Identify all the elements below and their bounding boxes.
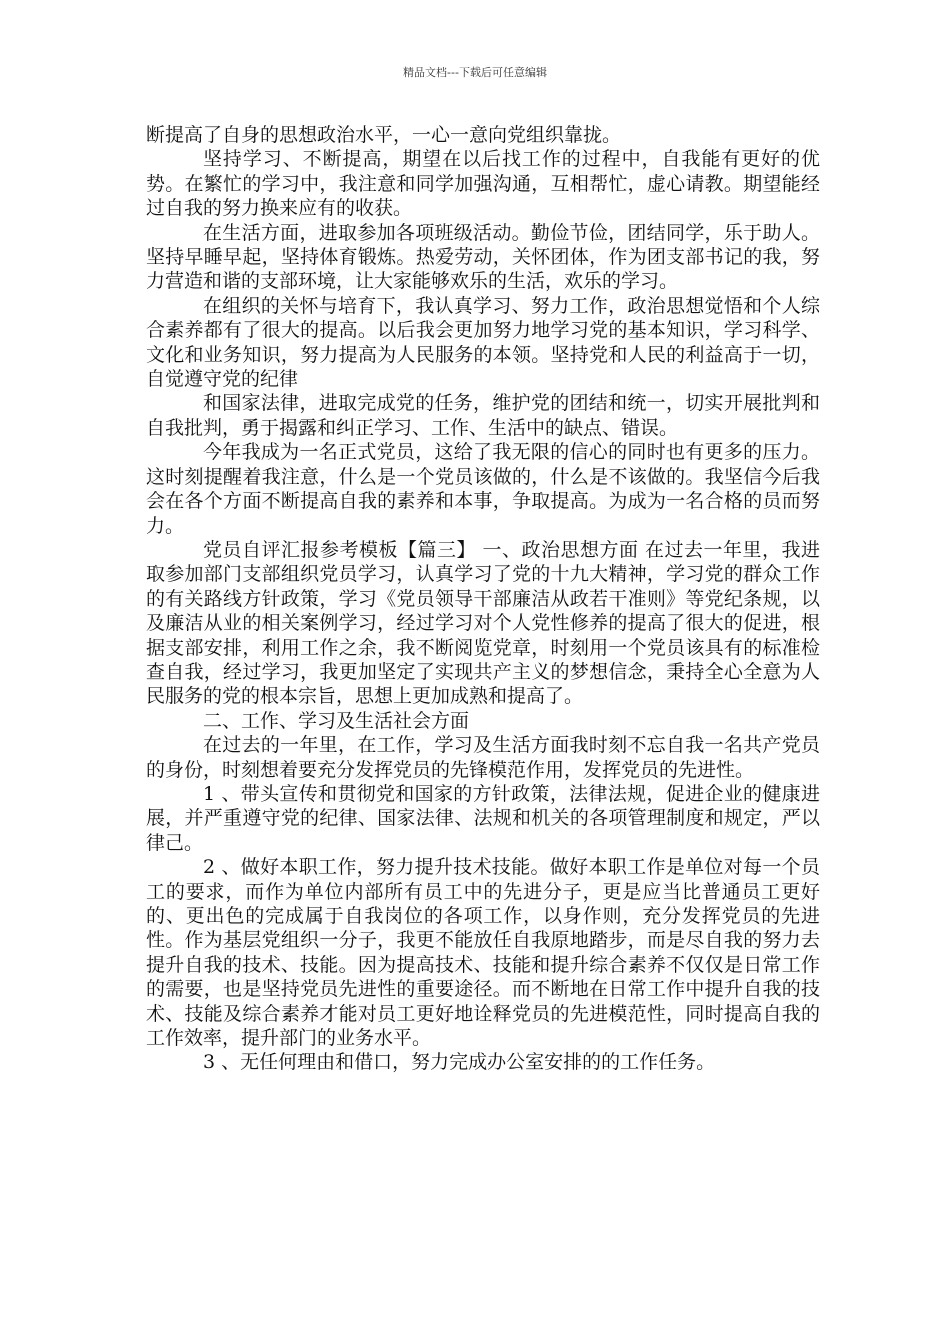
paragraph-6: 今年我成为一名正式党员，这给了我无限的信心的同时也有更多的压力。这时刻提醒着我注意，什么是一个党员该做的，什么是不该做的。我坚信今后我会在各个方面不断提高自我的素养和本事，争取提高。为成为一名合格的员而努力。 (146, 441, 820, 537)
paragraph-3: 在生活方面，进取参加各项班级活动。勤俭节俭，团结同学，乐于助人。坚持早睡早起，坚持体育锻炼。热爱劳动，关怀团体，作为团支部书记的我，努力营造和谐的支部环境，让大家能够欢乐的生活，欢乐的学习。 (146, 221, 820, 293)
paragraph-2: 坚持学习、不断提高，期望在以后找工作的过程中，自我能有更好的优势。在繁忙的学习中，我注意和同学加强沟通，互相帮忙，虚心请教。期望能经过自我的努力换来应有的收获。 (146, 148, 820, 220)
list-item-1: 1 、带头宣传和贯彻党和国家的方针政策，法律法规，促进企业的健康进展，并严重遵守党的纪律、国家法律、法规和机关的各项管理制度和规定，严以律己。 (146, 782, 820, 854)
paragraph-7: 党员自评汇报参考模板【篇三】 一、政治思想方面 在过去一年里，我进取参加部门支部组织党员学习，认真学习了党的十九大精神，学习党的群众工作的有关路线方针政策，学习《党员领导干部廉洁从政若干准则》等党纪条规，以及廉洁从业的相关案例学习，经过学习对个人党性修养的提高了很大的促进，根据支部安排，利用工作之余，我不断阅览党章，时刻用一个党员该具有的标准检查自我，经过学习，我更加坚定了实现共产主义的梦想信念，秉持全心全意为人民服务的党的根本宗旨，思想上更加成熟和提高了。 (146, 538, 820, 708)
list-item-3: 3 、无任何理由和借口，努力完成办公室安排的的工作任务。 (203, 1051, 716, 1074)
paragraph-9: 在过去的一年里，在工作，学习及生活方面我时刻不忘自我一名共产党员的身份，时刻想着要充分发挥党员的先锋模范作用，发挥党员的先进性。 (146, 734, 820, 781)
section-heading: 二、工作、学习及生活社会方面 (203, 709, 470, 732)
paragraph-4: 在组织的关怀与培育下，我认真学习、努力工作，政治思想觉悟和个人综合素养都有了很大的提高。以后我会更加努力地学习党的基本知识，学习科学、文化和业务知识，努力提高为人民服务的本领。坚持党和人民的利益高于一切，自觉遵守党的纪律 (146, 294, 820, 391)
paragraph-5: 和国家法律，进取完成党的任务，维护党的团结和统一，切实开展批判和自我批判，勇于揭露和纠正学习、工作、生活中的缺点、错误。 (146, 392, 820, 439)
page-header: 精品文档---下载后可任意编辑 (403, 66, 547, 79)
paragraph-1: 断提高了自身的思想政治水平，一心一意向党组织靠拢。 (146, 124, 622, 146)
document-body (146, 123, 820, 1075)
list-item-2: 2 、做好本职工作，努力提升技术技能。做好本职工作是单位对每一个员工的要求，而作为单位内部所有员工中的先进分子，更是应当比普通员工更好的、更出色的完成属于自我岗位的各项工作，以身作则，充分发挥党员的先进性。作为基层党组织一分子，我更不能放任自我原地踏步，而是尽自我的努力去提升自我的技术、技能。因为提高技术、技能和提升综合素养不仅仅是日常工作的需要，也是坚持党员先进性的重要途径。而不断地在日常工作中提升自我的技术、技能及综合素养才能对员工更好地诠释党员的先进模范性，同时提高自我的工作效率，提升部门的业务水平。 (146, 856, 820, 1050)
